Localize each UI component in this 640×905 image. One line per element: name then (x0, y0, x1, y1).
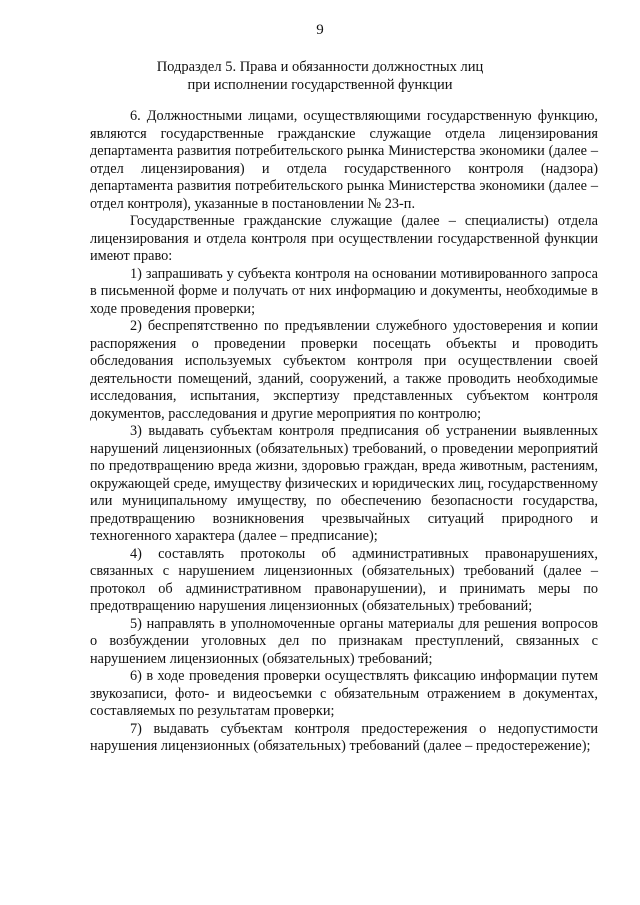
section-heading-line-2: при исполнении государственной функции (187, 77, 453, 93)
list-item-3: 3) выдавать субъектам контроля предписания об устранении выявленных нарушений лицензионных (обязательных) требований, о проведении мероприятий по предотвращению вреда жизни, здоровью граждан, вреда животным, растениям, окружающей среде, имуществу физических и юридических лиц, государственному или муниципальному имуществу, по обеспечению безопасности государства, предотвращению возникновения чрезвычайных ситуаций природного и техногенного характера (далее – предписание); (90, 423, 598, 544)
list-item-5: 5) направлять в уполномоченные органы материалы для решения вопросов о возбуждении уголовных дел по признакам преступлений, связанных с нарушением лицензионных (обязательных) требований; (90, 615, 598, 667)
section-heading-line-1: Подраздел 5. Права и обязанности должностных лиц (156, 59, 484, 75)
list-item-7: 7) выдавать субъектам контроля предостережения о недопустимости нарушения лицензионных (обязательных) требований (далее – предостережение); (90, 720, 598, 754)
paragraph-officials: 6. Должностными лицами, осуществляющими государственную функцию, являются государственные гражданские служащие отдела лицензирования департамента развития потребительского рынка Министерства экономики (далее – отдел лицензирования) и отдела государственного контроля (надзора) департамента развития потребительского рынка Министерства экономики (далее – отдел контроля), указанные в постановлении № 23-п. (90, 108, 598, 212)
list-item-6: 6) в ходе проведения проверки осуществлять фиксацию информации путем звукозаписи, фото- и видеосъемки с обязательным отражением в документах, составляемых по результатам проверки; (90, 668, 598, 719)
section-heading (90, 58, 550, 94)
paragraph-rights-intro: Государственные гражданские служащие (далее – специалисты) отдела лицензирования и отдела контроля при осуществлении государственной функции имеют право: (90, 213, 598, 264)
page-number: 9 (316, 22, 324, 38)
list-item-1: 1) запрашивать у субъекта контроля на основании мотивированного запроса в письменной форме и получать от них информацию и документы, необходимые в ходе проведения проверки; (90, 265, 598, 317)
list-item-2: 2) беспрепятственно по предъявлении служебного удостоверения и копии распоряжения о проведении проверки посещать объекты и проводить обследования используемых субъектом контроля при осуществлении своей деятельности помещений, зданий, сооружений, а также проводить необходимые исследования, испытания, экспертизу представленных субъектом контроля документов, расследования и другие мероприятия по контролю; (90, 318, 598, 422)
body-text (90, 108, 598, 756)
list-item-4: 4) составлять протоколы об административных правонарушениях, связанных с нарушением лицензионных (обязательных) требований (далее – протокол об административном правонарушении), и принимать меры по предотвращению нарушения лицензионных (обязательных) требований; (90, 545, 598, 614)
